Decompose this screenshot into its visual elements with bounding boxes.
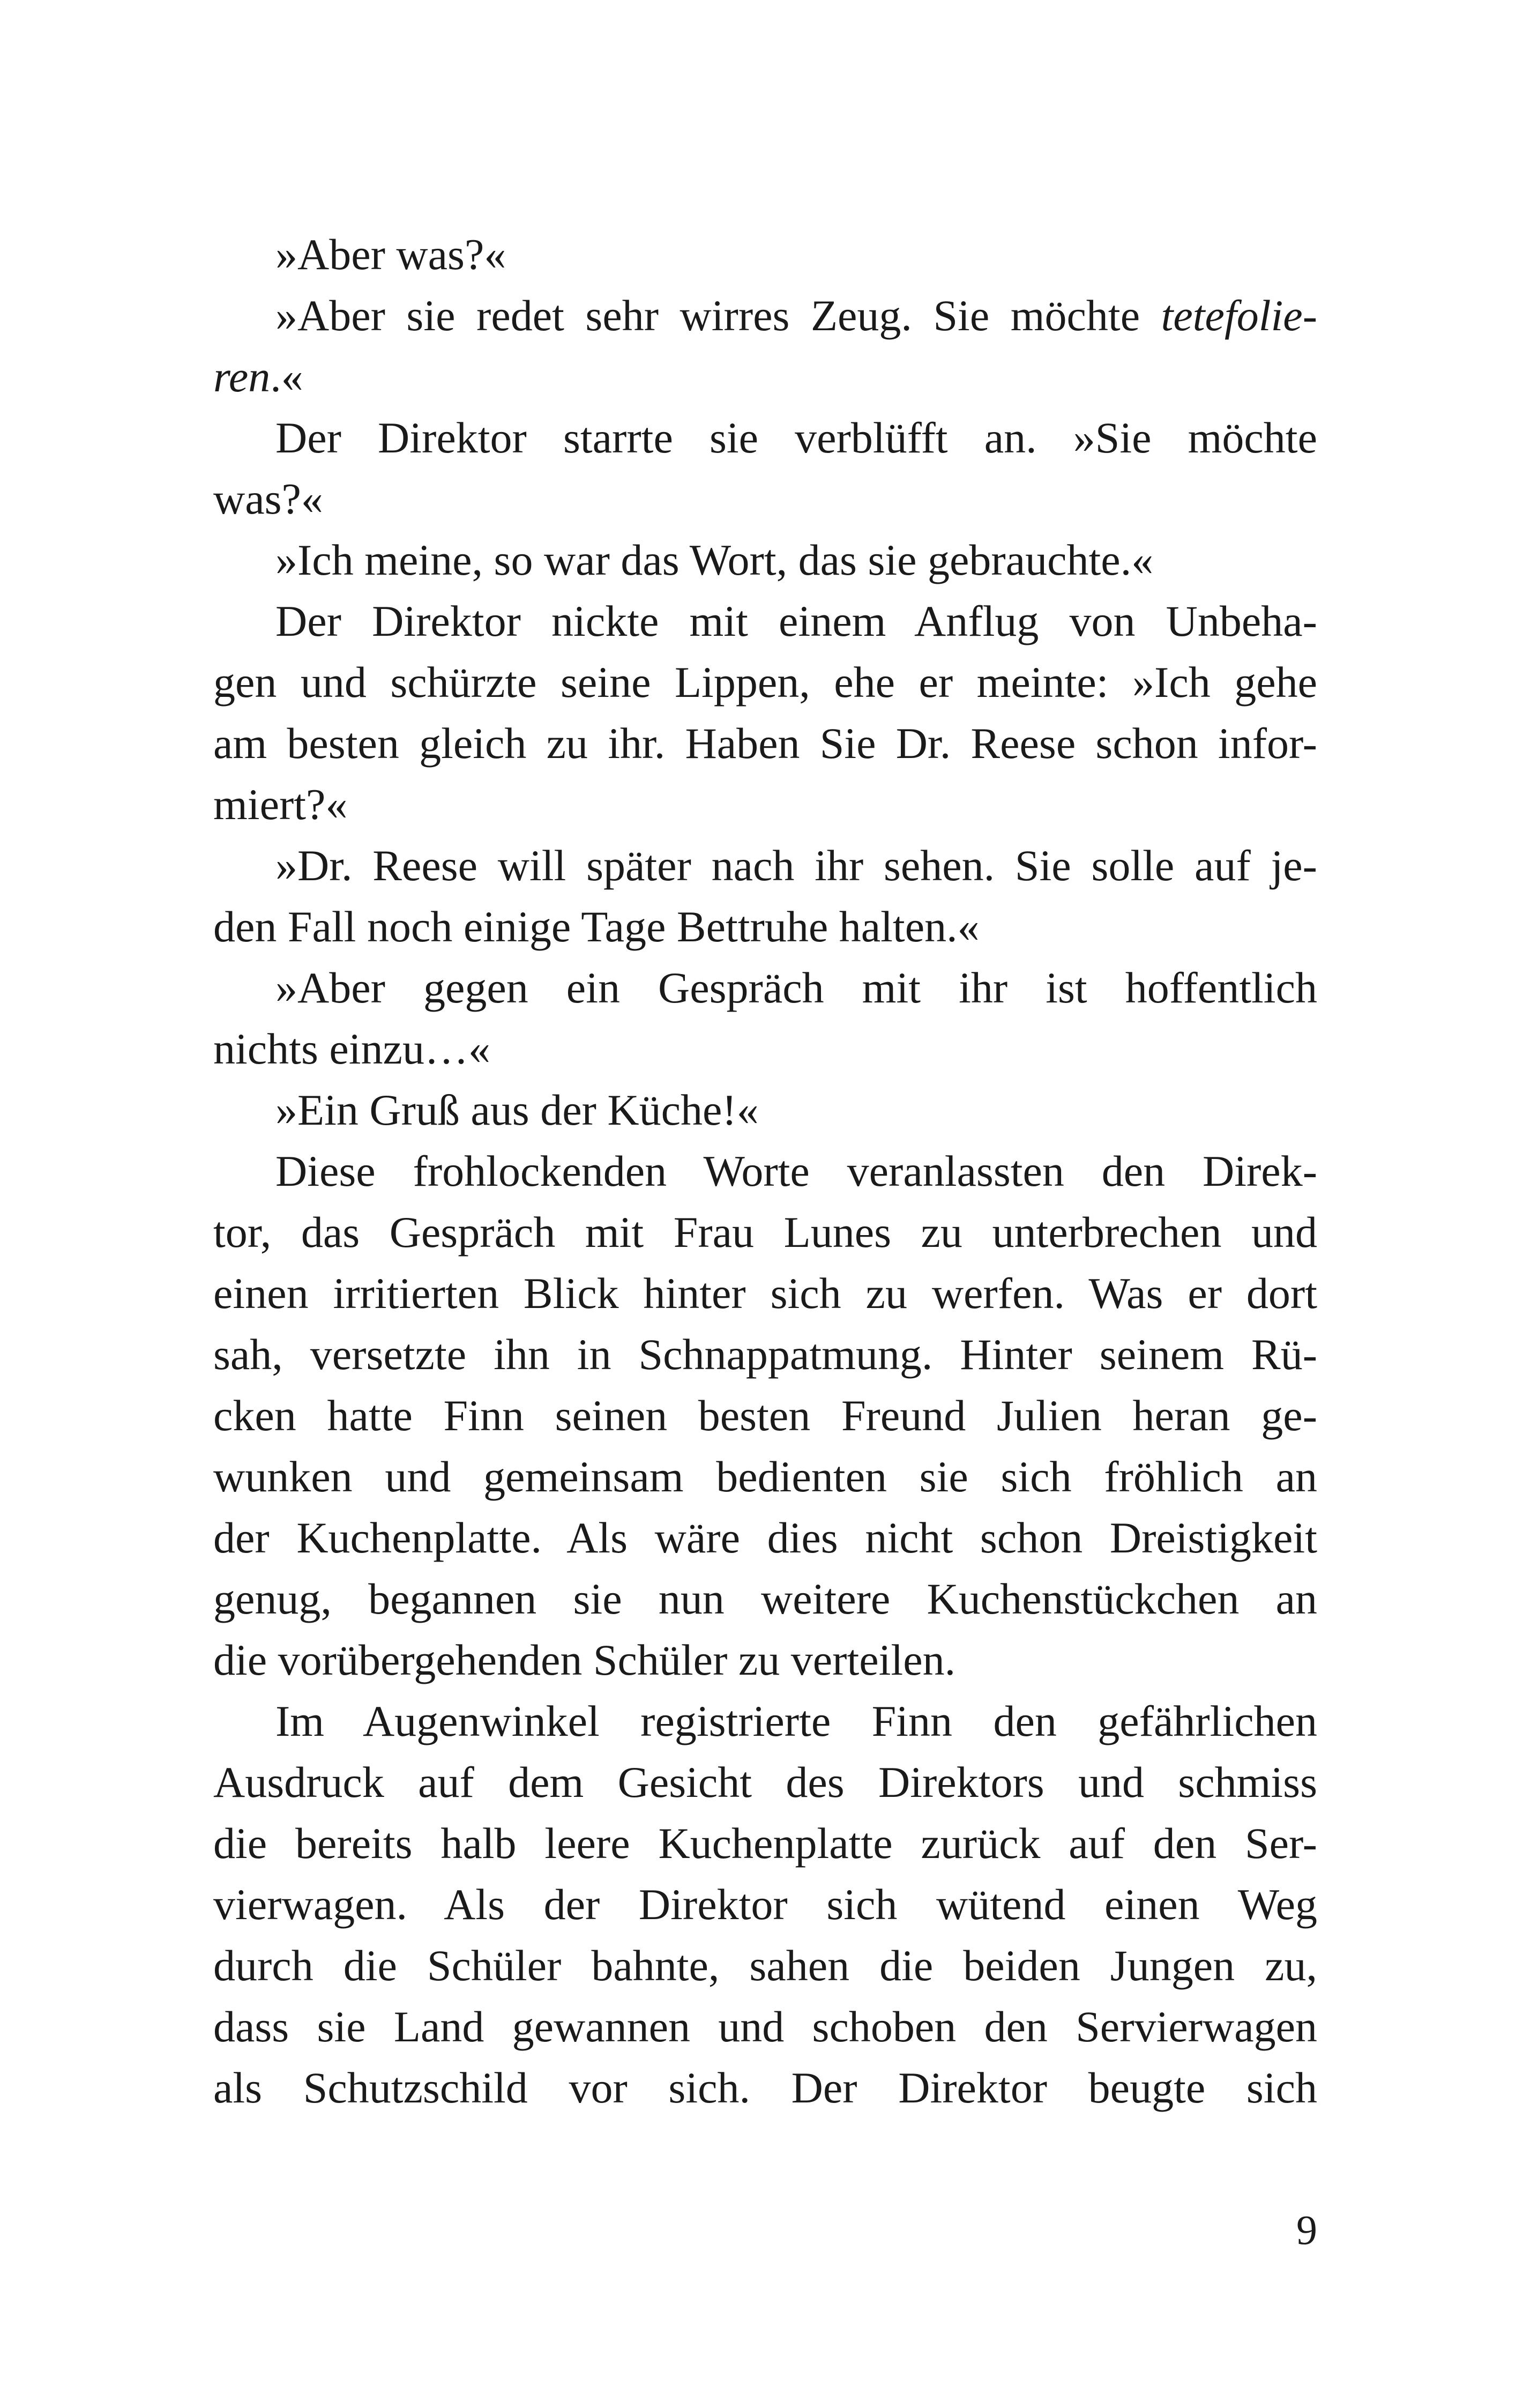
- text-line: [213, 1263, 1317, 1324]
- text-line: [213, 1507, 1317, 1569]
- line-text: dass sie Land gewannen und schoben den Servierwagen: [213, 2002, 1317, 2051]
- line-text: einen irritierten Blick hinter sich zu werfen. Was er dort: [213, 1269, 1317, 1318]
- text-line: [213, 896, 1317, 957]
- line-text: miert?«: [213, 780, 348, 829]
- text-line: [213, 1324, 1317, 1385]
- italic-word: ren: [213, 352, 271, 401]
- line-text: »Aber was?«: [275, 230, 506, 279]
- text-line: [213, 1630, 1317, 1691]
- text-line: [213, 469, 1317, 530]
- line-text: der Kuchenplatte. Als wäre dies nicht schon Dreistigkeit: [213, 1513, 1317, 1562]
- text-line: [213, 1874, 1317, 1935]
- line-text: die vorübergehenden Schüler zu verteilen.: [213, 1636, 956, 1684]
- text-line: [213, 1385, 1317, 1446]
- line-text: cken hatte Finn seinen besten Freund Julien heran ge-: [213, 1391, 1317, 1440]
- line-text: wunken und gemeinsam bedienten sie sich fröhlich an: [213, 1452, 1317, 1501]
- line-text: als Schutzschild vor sich. Der Direktor beugte sich: [213, 2063, 1317, 2112]
- text-line: [213, 1691, 1317, 1752]
- text-line: [213, 1996, 1317, 2057]
- line-text: Der Direktor starrte sie verblüfft an. »Sie möchte: [275, 413, 1317, 462]
- line-text: Diese frohlockenden Worte veranlassten den Direk-: [275, 1147, 1317, 1195]
- text-line: [213, 224, 1317, 285]
- line-text: vierwagen. Als der Direktor sich wütend einen Weg: [213, 1880, 1317, 1929]
- text-line: [213, 1019, 1317, 1080]
- text-line: [213, 1202, 1317, 1263]
- line-text: »Aber gegen ein Gespräch mit ihr ist hoffentlich: [275, 963, 1317, 1012]
- text-line: [213, 346, 1317, 407]
- text-line: [213, 774, 1317, 835]
- text-line: [213, 1080, 1317, 1141]
- line-text: was?«: [213, 474, 323, 523]
- text-line: [213, 652, 1317, 713]
- text-line: [213, 1935, 1317, 1996]
- body-text: [213, 224, 1317, 2119]
- line-text: Ausdruck auf dem Gesicht des Direktors und schmiss: [213, 1758, 1317, 1807]
- text-line: [213, 1813, 1317, 1874]
- line-text: nichts einzu…«: [213, 1024, 490, 1073]
- text-line: [213, 1141, 1317, 1202]
- line-text: den Fall noch einige Tage Bettruhe halten.«: [213, 902, 980, 951]
- page-number: 9: [1296, 2206, 1317, 2253]
- text-line: [213, 285, 1317, 346]
- text-line: [213, 1446, 1317, 1507]
- line-text: genug, begannen sie nun weitere Kuchenstückchen an: [213, 1574, 1317, 1623]
- line-text: Im Augenwinkel registrierte Finn den gefährlichen: [275, 1697, 1317, 1745]
- text-line: [213, 1569, 1317, 1630]
- line-text: gen und schürzte seine Lippen, ehe er meinte: »Ich gehe: [213, 658, 1317, 707]
- text-line: [213, 835, 1317, 896]
- text-line: [213, 591, 1317, 652]
- line-text: sah, versetzte ihn in Schnappatmung. Hinter seinem Rü-: [213, 1330, 1317, 1379]
- line-text: »Ich meine, so war das Wort, das sie gebrauchte.«: [275, 536, 1154, 584]
- line-text: »Aber sie redet sehr wirres Zeug. Sie möchte: [275, 291, 1161, 340]
- line-text: Der Direktor nickte mit einem Anflug von Unbeha-: [275, 597, 1317, 645]
- line-text: .«: [270, 352, 303, 401]
- text-line: [213, 957, 1317, 1019]
- text-line: [213, 407, 1317, 469]
- line-text: »Ein Gruß aus der Küche!«: [275, 1086, 759, 1134]
- text-line: [213, 2057, 1317, 2119]
- line-text: durch die Schüler bahnte, sahen die beiden Jungen zu,: [213, 1941, 1317, 1990]
- italic-word: tetefolie-: [1161, 291, 1317, 340]
- line-text: am besten gleich zu ihr. Haben Sie Dr. Reese schon infor-: [213, 719, 1317, 768]
- text-line: [213, 1752, 1317, 1813]
- text-line: [213, 713, 1317, 774]
- line-text: die bereits halb leere Kuchenplatte zurück auf den Ser-: [213, 1819, 1317, 1868]
- line-text: »Dr. Reese will später nach ihr sehen. Sie solle auf je-: [275, 841, 1317, 890]
- text-line: [213, 530, 1317, 591]
- line-text: tor, das Gespräch mit Frau Lunes zu unterbrechen und: [213, 1208, 1317, 1257]
